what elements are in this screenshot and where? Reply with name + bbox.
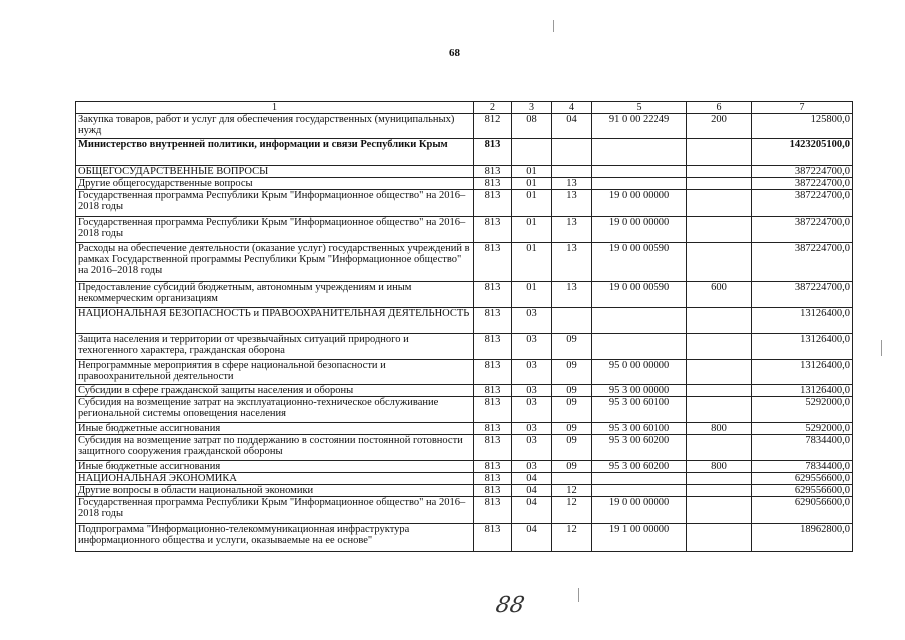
row-grbs-code: 813 — [474, 360, 512, 385]
table-row — [76, 139, 853, 166]
row-section-code: 03 — [512, 360, 552, 385]
row-grbs-code: 813 — [474, 385, 512, 397]
row-subsection-code: 09 — [552, 461, 592, 473]
row-target-article-code — [592, 334, 687, 360]
row-section-code: 01 — [512, 243, 552, 282]
row-grbs-code: 813 — [474, 178, 512, 190]
row-subsection-code — [552, 166, 592, 178]
row-name: Государственная программа Республики Крым "Информационное общество" на 2016–2018 годы — [76, 190, 474, 217]
table-row — [76, 397, 853, 423]
row-target-article-code — [592, 178, 687, 190]
row-expense-type-code — [687, 139, 752, 166]
row-expense-type-code — [687, 178, 752, 190]
row-expense-type-code: 600 — [687, 282, 752, 308]
row-subsection-code: 13 — [552, 217, 592, 243]
row-expense-type-code: 800 — [687, 461, 752, 473]
table-row — [76, 243, 853, 282]
row-target-article-code: 19 0 00 00000 — [592, 190, 687, 217]
table-row — [76, 334, 853, 360]
row-name: Государственная программа Республики Крым "Информационное общество" на 2016–2018 годы — [76, 217, 474, 243]
table-row — [76, 461, 853, 473]
row-target-article-code: 95 3 00 60100 — [592, 397, 687, 423]
row-grbs-code: 813 — [474, 485, 512, 497]
row-section-code: 01 — [512, 282, 552, 308]
row-name: Иные бюджетные ассигнования — [76, 461, 474, 473]
row-amount: 629056600,0 — [752, 497, 853, 524]
row-expense-type-code — [687, 308, 752, 334]
row-target-article-code — [592, 139, 687, 166]
row-target-article-code: 95 3 00 60200 — [592, 461, 687, 473]
row-name: Предоставление субсидий бюджетным, автономным учреждениям и иным некоммерческим организациям — [76, 282, 474, 308]
row-section-code: 03 — [512, 435, 552, 461]
row-grbs-code: 813 — [474, 217, 512, 243]
row-expense-type-code — [687, 243, 752, 282]
table-row — [76, 423, 853, 435]
table-body — [76, 114, 853, 552]
row-name: Субсидии в сфере гражданской защиты населения и обороны — [76, 385, 474, 397]
row-target-article-code: 91 0 00 22249 — [592, 114, 687, 139]
page-number: 68 — [449, 47, 460, 59]
row-amount: 1423205100,0 — [752, 139, 853, 166]
row-grbs-code: 813 — [474, 282, 512, 308]
table-row — [76, 497, 853, 524]
row-section-code: 03 — [512, 334, 552, 360]
row-name: Непрограммные мероприятия в сфере национальной безопасности и правоохранительной деятельности — [76, 360, 474, 385]
table-row — [76, 178, 853, 190]
row-expense-type-code — [687, 485, 752, 497]
column-header: 7 — [752, 102, 853, 114]
row-subsection-code: 09 — [552, 435, 592, 461]
row-amount: 7834400,0 — [752, 435, 853, 461]
row-section-code: 08 — [512, 114, 552, 139]
table-row — [76, 485, 853, 497]
row-subsection-code: 09 — [552, 385, 592, 397]
row-target-article-code: 19 0 00 00000 — [592, 497, 687, 524]
table-row — [76, 473, 853, 485]
row-expense-type-code — [687, 166, 752, 178]
row-amount: 387224700,0 — [752, 166, 853, 178]
row-grbs-code: 813 — [474, 461, 512, 473]
row-amount: 387224700,0 — [752, 190, 853, 217]
row-grbs-code: 813 — [474, 166, 512, 178]
scan-artifact-line — [578, 588, 579, 602]
row-subsection-code: 13 — [552, 178, 592, 190]
row-grbs-code: 813 — [474, 308, 512, 334]
row-name: Расходы на обеспечение деятельности (оказание услуг) государственных учреждений в рамках Государственной программы Республики Крым "Информационное общество" на 2016–2018 годы — [76, 243, 474, 282]
table-row — [76, 114, 853, 139]
row-expense-type-code — [687, 497, 752, 524]
row-target-article-code: 19 0 00 00000 — [592, 217, 687, 243]
table-row — [76, 217, 853, 243]
row-subsection-code: 09 — [552, 423, 592, 435]
row-subsection-code — [552, 473, 592, 485]
row-name: НАЦИОНАЛЬНАЯ БЕЗОПАСНОСТЬ и ПРАВООХРАНИТЕЛЬНАЯ ДЕЯТЕЛЬНОСТЬ — [76, 308, 474, 334]
row-grbs-code: 813 — [474, 497, 512, 524]
row-target-article-code: 19 0 00 00590 — [592, 282, 687, 308]
row-expense-type-code: 800 — [687, 423, 752, 435]
row-section-code: 03 — [512, 461, 552, 473]
row-section-code: 03 — [512, 385, 552, 397]
column-header: 5 — [592, 102, 687, 114]
row-name: Закупка товаров, работ и услуг для обеспечения государственных (муниципальных) нужд — [76, 114, 474, 139]
row-target-article-code: 95 0 00 00000 — [592, 360, 687, 385]
row-name: ОБЩЕГОСУДАРСТВЕННЫЕ ВОПРОСЫ — [76, 166, 474, 178]
row-target-article-code — [592, 473, 687, 485]
row-section-code — [512, 139, 552, 166]
row-grbs-code: 813 — [474, 334, 512, 360]
column-header: 4 — [552, 102, 592, 114]
row-amount: 629556600,0 — [752, 473, 853, 485]
row-subsection-code: 04 — [552, 114, 592, 139]
table-row — [76, 435, 853, 461]
row-grbs-code: 813 — [474, 473, 512, 485]
row-name: Государственная программа Республики Крым "Информационное общество" на 2016–2018 годы — [76, 497, 474, 524]
row-amount: 13126400,0 — [752, 308, 853, 334]
scan-artifact-line — [881, 340, 882, 356]
row-amount: 18962800,0 — [752, 524, 853, 552]
table-row — [76, 282, 853, 308]
table-row — [76, 385, 853, 397]
row-target-article-code: 19 0 00 00590 — [592, 243, 687, 282]
row-name: Министерство внутренней политики, информации и связи Республики Крым — [76, 139, 474, 166]
row-target-article-code — [592, 485, 687, 497]
row-name: Иные бюджетные ассигнования — [76, 423, 474, 435]
row-section-code: 04 — [512, 485, 552, 497]
row-amount: 5292000,0 — [752, 397, 853, 423]
row-section-code: 04 — [512, 473, 552, 485]
column-header: 3 — [512, 102, 552, 114]
row-grbs-code: 813 — [474, 435, 512, 461]
row-amount: 13126400,0 — [752, 334, 853, 360]
row-amount: 13126400,0 — [752, 385, 853, 397]
row-expense-type-code — [687, 473, 752, 485]
row-target-article-code: 95 3 00 60100 — [592, 423, 687, 435]
row-target-article-code — [592, 166, 687, 178]
table-row — [76, 308, 853, 334]
row-target-article-code — [592, 308, 687, 334]
row-grbs-code: 813 — [474, 243, 512, 282]
row-target-article-code: 95 3 00 00000 — [592, 385, 687, 397]
row-subsection-code: 09 — [552, 334, 592, 360]
row-grbs-code: 812 — [474, 114, 512, 139]
row-section-code: 01 — [512, 190, 552, 217]
row-expense-type-code — [687, 397, 752, 423]
row-target-article-code: 95 3 00 60200 — [592, 435, 687, 461]
row-name: Субсидия на возмещение затрат по поддержанию в состоянии постоянной готовности защитного сооружения гражданской обороны — [76, 435, 474, 461]
row-name: НАЦИОНАЛЬНАЯ ЭКОНОМИКА — [76, 473, 474, 485]
table-row — [76, 190, 853, 217]
row-grbs-code: 813 — [474, 524, 512, 552]
row-section-code: 03 — [512, 308, 552, 334]
row-expense-type-code — [687, 360, 752, 385]
row-amount: 387224700,0 — [752, 243, 853, 282]
row-section-code: 03 — [512, 397, 552, 423]
row-expense-type-code: 200 — [687, 114, 752, 139]
row-grbs-code: 813 — [474, 397, 512, 423]
row-target-article-code: 19 1 00 00000 — [592, 524, 687, 552]
table-row — [76, 360, 853, 385]
column-header: 1 — [76, 102, 474, 114]
row-amount: 5292000,0 — [752, 423, 853, 435]
row-amount: 387224700,0 — [752, 282, 853, 308]
row-section-code: 04 — [512, 524, 552, 552]
row-amount: 13126400,0 — [752, 360, 853, 385]
row-subsection-code: 12 — [552, 524, 592, 552]
row-name: Другие вопросы в области национальной экономики — [76, 485, 474, 497]
row-expense-type-code — [687, 190, 752, 217]
row-subsection-code: 13 — [552, 243, 592, 282]
row-amount: 387224700,0 — [752, 178, 853, 190]
row-expense-type-code — [687, 334, 752, 360]
table-row — [76, 524, 853, 552]
handwritten-page-number: 88 — [493, 593, 527, 618]
table-row — [76, 166, 853, 178]
row-expense-type-code — [687, 385, 752, 397]
row-name: Субсидия на возмещение затрат на эксплуатационно-техническое обслуживание региональной системы оповещения населения — [76, 397, 474, 423]
row-subsection-code: 09 — [552, 397, 592, 423]
row-subsection-code: 12 — [552, 497, 592, 524]
row-name: Подпрограмма "Информационно-телекоммуникационная инфраструктура информационного общества и услуги, оказываемые на ее основе" — [76, 524, 474, 552]
row-expense-type-code — [687, 524, 752, 552]
row-expense-type-code — [687, 217, 752, 243]
row-subsection-code: 13 — [552, 190, 592, 217]
row-subsection-code — [552, 308, 592, 334]
row-grbs-code: 813 — [474, 190, 512, 217]
header-row — [76, 102, 853, 114]
row-subsection-code — [552, 139, 592, 166]
row-amount: 387224700,0 — [752, 217, 853, 243]
row-amount: 629556600,0 — [752, 485, 853, 497]
row-grbs-code: 813 — [474, 423, 512, 435]
row-subsection-code: 12 — [552, 485, 592, 497]
budget-table — [75, 101, 853, 552]
row-subsection-code: 13 — [552, 282, 592, 308]
row-name: Защита населения и территории от чрезвычайных ситуаций природного и техногенного характера, гражданская оборона — [76, 334, 474, 360]
row-amount: 125800,0 — [752, 114, 853, 139]
row-section-code: 01 — [512, 178, 552, 190]
row-subsection-code: 09 — [552, 360, 592, 385]
row-name: Другие общегосударственные вопросы — [76, 178, 474, 190]
scan-artifact-line — [553, 20, 554, 32]
column-header: 6 — [687, 102, 752, 114]
row-amount: 7834400,0 — [752, 461, 853, 473]
row-section-code: 01 — [512, 166, 552, 178]
row-section-code: 03 — [512, 423, 552, 435]
row-section-code: 01 — [512, 217, 552, 243]
column-header: 2 — [474, 102, 512, 114]
row-section-code: 04 — [512, 497, 552, 524]
row-expense-type-code — [687, 435, 752, 461]
row-grbs-code: 813 — [474, 139, 512, 166]
